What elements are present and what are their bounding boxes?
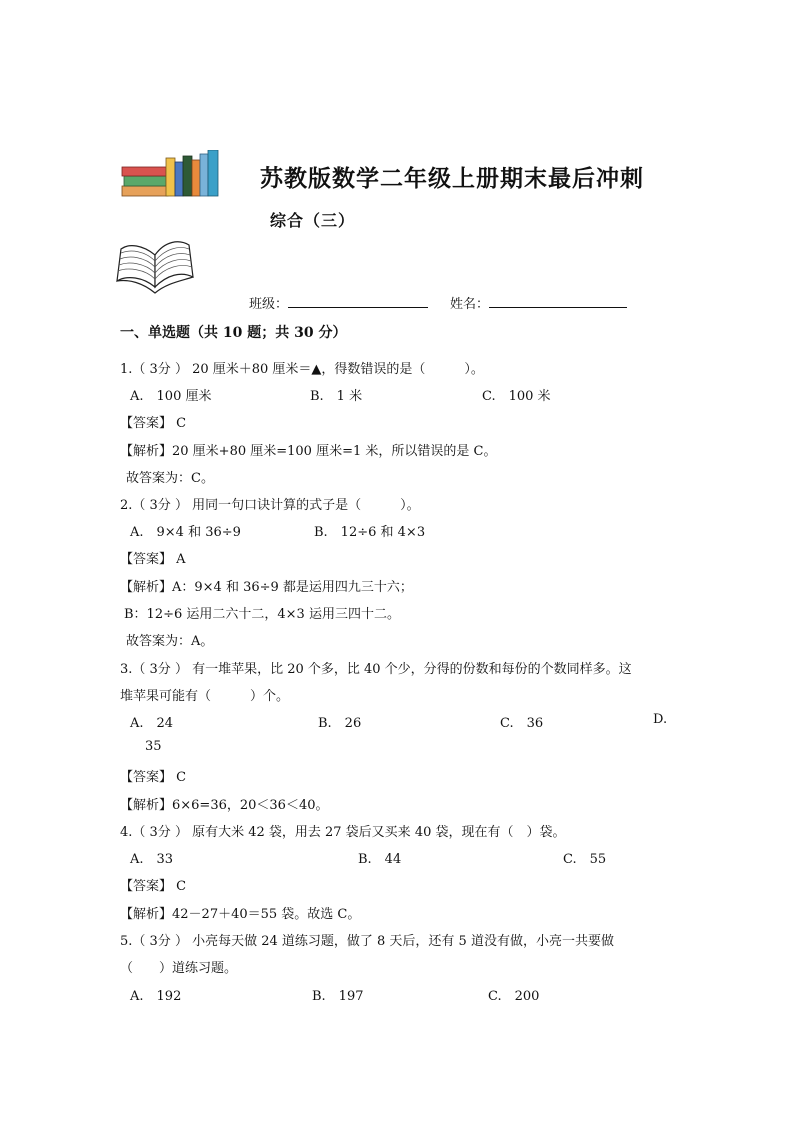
question-1-option-a: A. 100 厘米 [130,389,212,404]
section-title: 一、单选题（共 10 题；共 30 分） [120,325,347,341]
question-3-answer: 【答案】 C [120,770,187,785]
class-blank[interactable] [288,295,428,308]
question-4-analysis: 【解析】42－27＋40＝55 袋。故选 C。 [120,907,361,922]
question-2-analysis: 【解析】A：9×4 和 36÷9 都是运用四九三十六； [120,580,413,595]
question-1-answer: 【答案】 C [120,416,187,431]
name-blank[interactable] [489,295,627,308]
name-field [450,293,627,312]
question-2-option-a: A. 9×4 和 36÷9 [130,525,241,540]
question-5-option-a: A. 192 [130,989,182,1004]
books-stack-icon [120,150,220,202]
page-subtitle: 综合（三） [270,211,356,230]
question-3-option-a: A. 24 [130,716,174,731]
open-book-icon [115,235,195,301]
question-1-conclusion: 故答案为：C。 [126,471,214,486]
name-label: 姓名： [450,297,490,312]
question-5-stem-line2: （ ）道练习题。 [120,961,238,976]
question-5-option-b: B. 197 [312,989,364,1004]
question-2-stem: 2.（ 3分 ） 用同一句口诀计算的式子是（ ）。 [120,498,420,513]
question-3-option-b: B. 26 [318,716,362,731]
class-label: 班级： [249,297,289,312]
question-4-stem: 4.（ 3分 ） 原有大米 42 袋，用去 27 袋后又买来 40 袋，现在有（ ）袋。 [120,825,566,840]
question-2-answer: 【答案】 A [120,552,186,567]
question-1-option-c: C. 100 米 [482,389,551,404]
question-1-stem: 1.（ 3分 ） 20 厘米＋80 厘米＝▲，得数错误的是（ ）。 [120,362,484,377]
question-3-analysis: 【解析】6×6=36，20＜36＜40。 [120,798,329,813]
page-title: 苏教版数学二年级上册期末最后冲刺 [260,165,644,192]
question-3-option-c: C. 36 [500,716,544,731]
question-4-option-a: A. 33 [130,852,174,867]
question-1-option-b: B. 1 米 [310,389,363,404]
class-field [249,293,428,312]
question-2-analysis-b: B：12÷6 运用二六十二，4×3 运用三四十二。 [124,607,400,622]
question-5-option-c: C. 200 [488,989,540,1004]
question-4-option-b: B. 44 [358,852,402,867]
question-3-option-d-value: 35 [145,739,162,754]
question-1-analysis: 【解析】20 厘米+80 厘米=100 厘米=1 米，所以错误的是 C。 [120,444,497,459]
question-4-option-c: C. 55 [563,852,607,867]
question-4-answer: 【答案】 C [120,879,187,894]
question-3-stem-line2: 堆苹果可能有（ ）个。 [120,689,290,704]
question-2-option-b: B. 12÷6 和 4×3 [314,525,426,540]
question-5-stem-line1: 5.（ 3分 ） 小亮每天做 24 道练习题，做了 8 天后，还有 5 道没有做，小亮一共要做 [120,934,614,949]
question-3-option-d: D. [653,712,668,727]
question-3-stem-line1: 3.（ 3分 ） 有一堆苹果，比 20 个多，比 40 个少，分得的份数和每份的个数同样多。这 [120,662,632,677]
question-2-conclusion: 故答案为：A。 [126,634,214,649]
